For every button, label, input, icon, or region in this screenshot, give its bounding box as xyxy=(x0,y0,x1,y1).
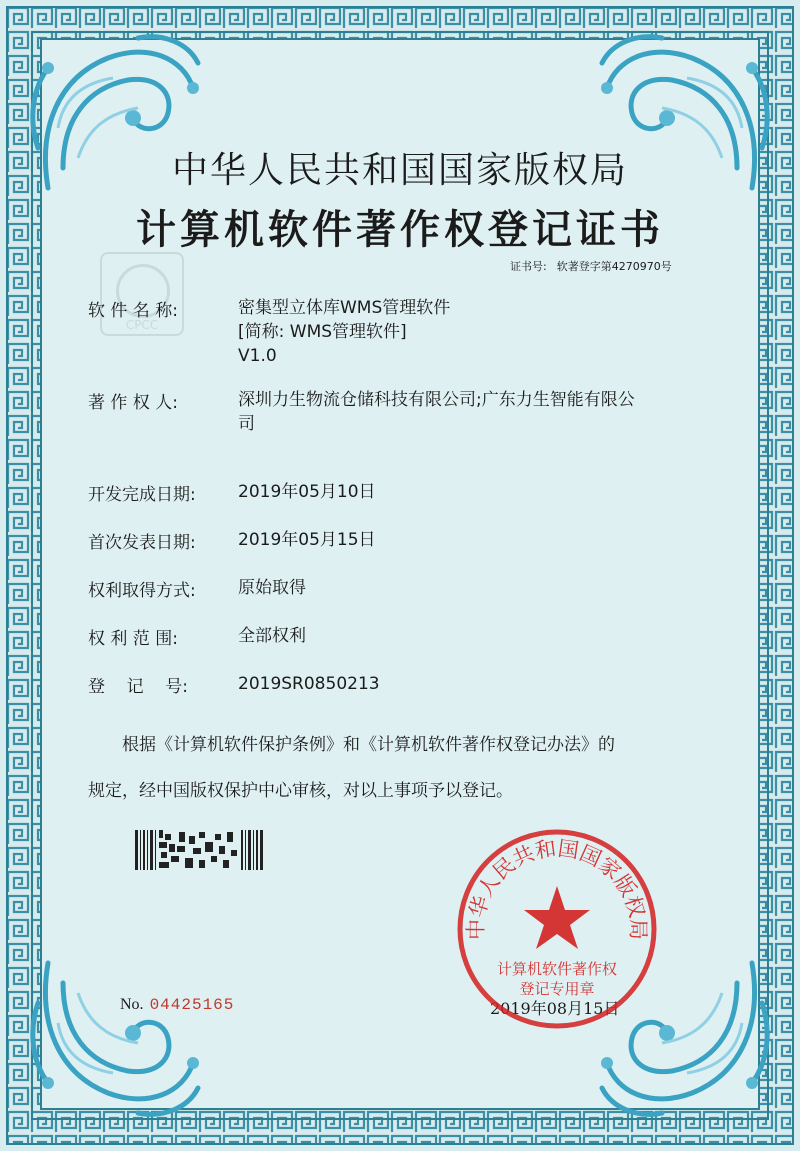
field-value: 原始取得 xyxy=(238,578,306,598)
official-seal-icon xyxy=(452,824,662,1034)
issue-date: 2019年08月15日 xyxy=(490,999,620,1018)
field-value: 密集型立体库WMS管理软件 [简称: WMS管理软件] V1.0 xyxy=(238,298,451,366)
barcode-icon xyxy=(135,830,265,870)
field-label: 著 作 权 人: xyxy=(88,393,178,413)
field-value: 深圳力生物流仓储科技有限公司;广东力生智能有限公 司 xyxy=(238,390,635,434)
registration-statement xyxy=(88,722,728,814)
field-label: 登 记 号: xyxy=(88,677,188,697)
certificate-number xyxy=(510,258,682,274)
serial-value: 04425165 xyxy=(149,996,235,1014)
seal-inner-line-1: 计算机软件著作权 xyxy=(496,960,618,978)
issuing-authority: 中华人民共和国国家版权局 xyxy=(171,150,628,191)
field-label: 开发完成日期: xyxy=(88,485,196,505)
serial-prefix: No. xyxy=(120,996,144,1013)
field-label: 权 利 范 围: xyxy=(88,629,178,649)
field-value: 全部权利 xyxy=(238,626,306,646)
serial-number xyxy=(120,996,234,1014)
field-label: 软 件 名 称: xyxy=(88,301,178,321)
statement-line-1: 根据《计算机软件保护条例》和《计算机软件著作权登记办法》的 xyxy=(122,735,615,755)
seal-inner-line-2: 登记专用章 xyxy=(519,980,595,998)
field-label: 权利取得方式: xyxy=(88,581,196,601)
statement-line-2: 规定，经中国版权保护中心审核，对以上事项予以登记。 xyxy=(88,781,513,801)
cpcc-watermark-icon: CPCC xyxy=(100,252,184,336)
seal-outer-text: 中华人民共和国国家版权局 xyxy=(463,836,651,940)
field-value: 2019SR0850213 xyxy=(238,674,380,694)
certificate-number-value: 软著登字第4270970号 xyxy=(556,260,672,273)
certificate-title: 计算机软件著作权登记证书 xyxy=(136,207,664,253)
field-value: 2019年05月15日 xyxy=(238,530,376,550)
field-label: 首次发表日期: xyxy=(88,533,196,553)
certificate-number-label: 证书号: xyxy=(510,260,547,273)
ornament-corner-icon xyxy=(18,943,208,1133)
field-value: 2019年05月10日 xyxy=(238,482,376,502)
